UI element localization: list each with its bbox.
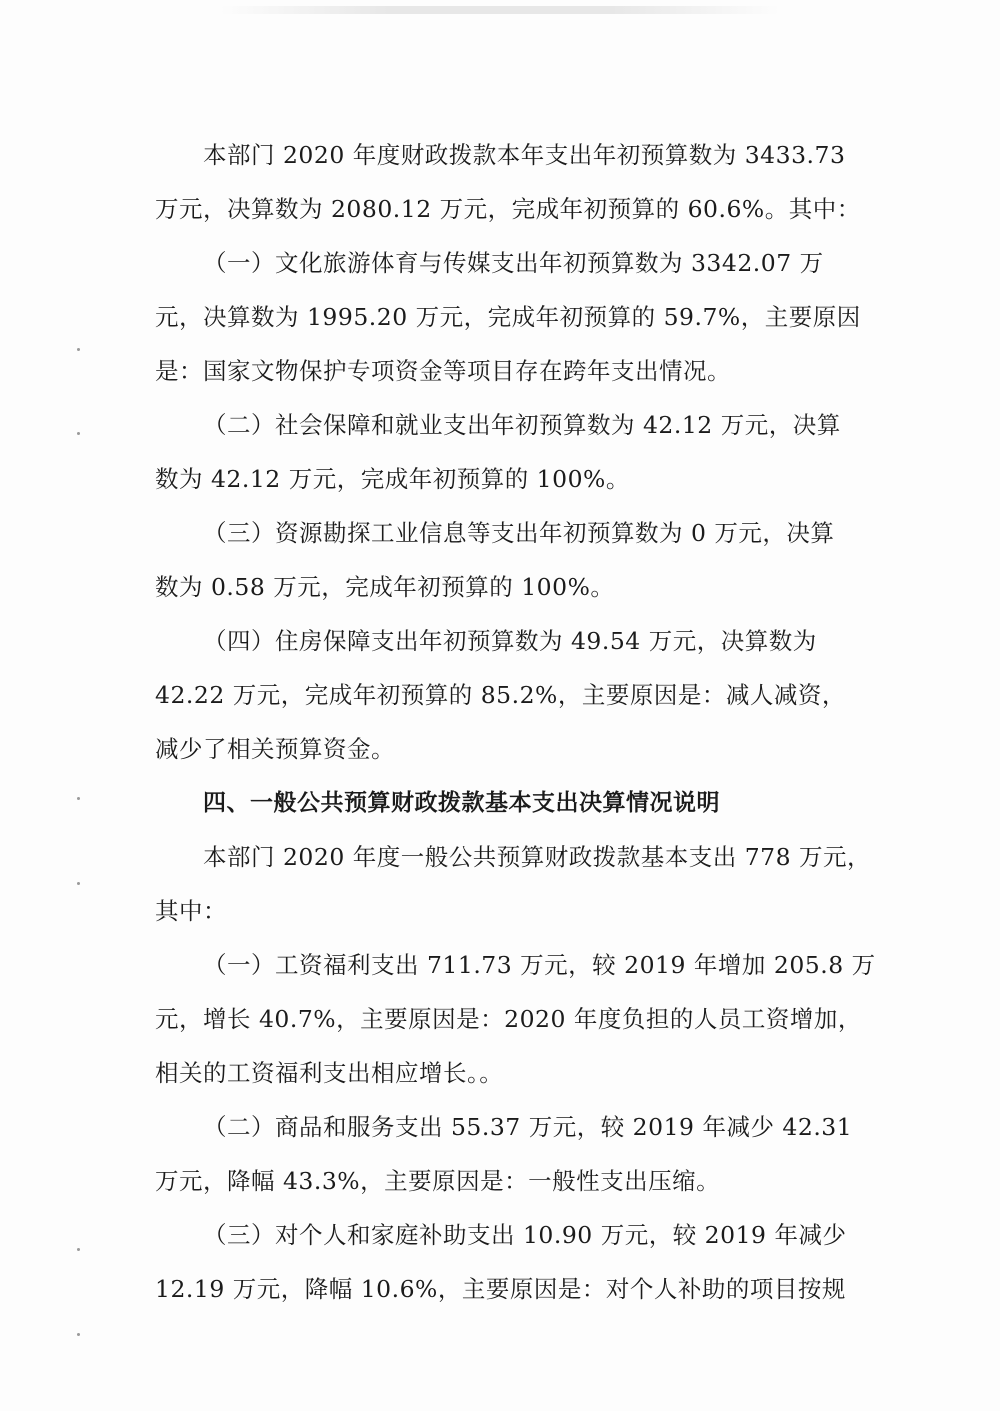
text-line: 元，增长 40.7%，主要原因是：2020 年度负担的人员工资增加，: [155, 1005, 862, 1033]
scan-artifact: [220, 6, 780, 14]
text-line: （二）商品和服务支出 55.37 万元，较 2019 年减少 42.31: [203, 1113, 853, 1141]
paragraph-goods-services: [155, 1100, 855, 1208]
text-line: 元，决算数为 1995.20 万元，完成年初预算的 59.7%，主要原因: [155, 303, 861, 331]
text-line: 其中：: [155, 897, 227, 925]
text-line: （二）社会保障和就业支出年初预算数为 42.12 万元，决算: [203, 411, 841, 439]
text-line: 本部门 2020 年度财政拨款本年支出年初预算数为 3433.73: [203, 141, 846, 169]
paragraph-social-security: [155, 398, 855, 506]
text-line: （一）工资福利支出 711.73 万元，较 2019 年增加 205.8 万: [203, 951, 876, 979]
text-line: 是：国家文物保护专项资金等项目存在跨年支出情况。: [155, 357, 731, 385]
document-body: [155, 128, 876, 1316]
text-line: 12.19 万元，降幅 10.6%，主要原因是：对个人补助的项目按规: [155, 1275, 846, 1303]
margin-dot: [77, 432, 80, 435]
margin-dot: [77, 797, 80, 800]
text-line: （一）文化旅游体育与传媒支出年初预算数为 3342.07 万: [203, 249, 824, 277]
text-line: 减少了相关预算资金。: [155, 735, 395, 763]
margin-dot: [77, 882, 80, 885]
text-line: （四）住房保障支出年初预算数为 49.54 万元，决算数为: [203, 627, 817, 655]
paragraph-culture-tourism: [155, 236, 861, 398]
paragraph-resources: [155, 506, 855, 614]
text-line: （三）对个人和家庭补助支出 10.90 万元，较 2019 年减少: [203, 1221, 847, 1249]
paragraph-household-subsidy: [155, 1208, 855, 1316]
text-line: 数为 42.12 万元，完成年初预算的 100%。: [155, 465, 630, 493]
paragraph-basic-expenditure: [155, 830, 872, 938]
text-line: 数为 0.58 万元，完成年初预算的 100%。: [155, 573, 615, 601]
paragraph-housing: [155, 614, 855, 776]
margin-dot: [77, 1333, 80, 1336]
text-line: 本部门 2020 年度一般公共预算财政拨款基本支出 778 万元，: [203, 843, 872, 871]
margin-dot: [77, 348, 80, 351]
text-line: （三）资源勘探工业信息等支出年初预算数为 0 万元，决算: [203, 519, 835, 547]
paragraph-wages: [155, 938, 876, 1100]
text-line: 42.22 万元，完成年初预算的 85.2%，主要原因是：减人减资，: [155, 681, 846, 709]
margin-dot: [77, 1248, 80, 1251]
text-line: 万元，降幅 43.3%，主要原因是：一般性支出压缩。: [155, 1167, 721, 1195]
section-heading: 四、一般公共预算财政拨款基本支出决算情况说明: [203, 790, 720, 816]
paragraph-budget-summary: [155, 128, 861, 236]
text-line: 相关的工资福利支出相应增长。。: [155, 1059, 504, 1087]
text-line: 万元，决算数为 2080.12 万元，完成年初预算的 60.6%。其中：: [155, 195, 861, 223]
